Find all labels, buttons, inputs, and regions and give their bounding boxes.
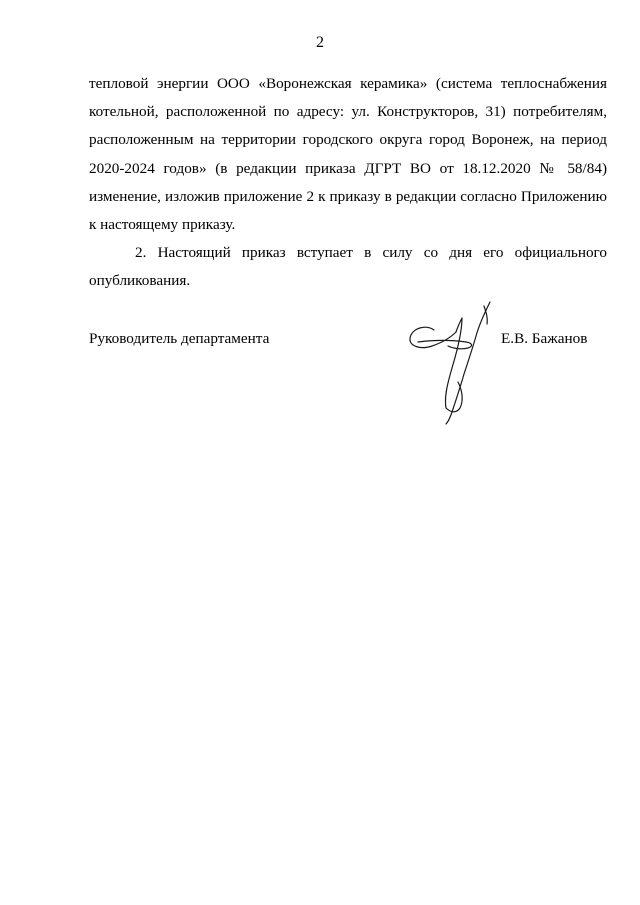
paragraph-continuation [89,70,607,239]
text-line: опубликования. [89,272,191,290]
handwritten-signature-icon [404,296,500,426]
text-line: изменение, изложив приложение 2 к приказу в редакции согласно Приложению [89,187,607,205]
paragraph-item-2 [89,239,607,295]
text-line: расположенным на территории городского округа город Воронеж, на период [89,131,607,149]
text-line: к настоящему приказу. [89,216,236,234]
text-line: котельной, расположенной по адресу: ул. Конструкторов, 31) потребителям, [89,103,607,121]
position-title: Руководитель департамента [89,330,270,347]
page-number: 2 [316,34,324,51]
text-line: тепловой энергии ООО «Воронежская керамика» (система теплоснабжения [89,75,607,92]
signer-name: Е.В. Бажанов [501,330,588,347]
text-line: 2020-2024 годов» (в редакции приказа ДГРТ ВО от 18.12.2020 № 58/84) [89,159,607,177]
signature-block [89,330,607,360]
text-line: 2. Настоящий приказ вступает в силу со дня его официального [135,244,607,262]
document-body [89,70,607,296]
